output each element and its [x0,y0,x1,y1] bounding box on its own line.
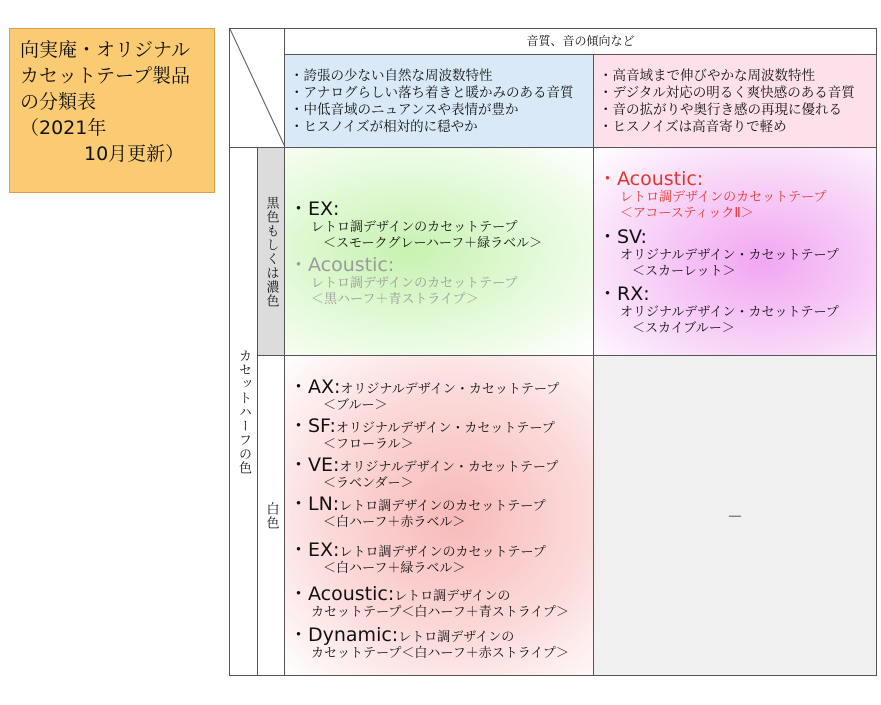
product-variant: ＜フローラル＞ [323,437,414,452]
title-line-3: の分類表 [20,91,97,113]
title-line-5: 10月更新） [84,143,185,165]
bright-sound-point: ・音の拡がりや奥行き感の再現に優れる [599,102,842,118]
product-desc: レトロ調デザインの [394,589,511,604]
product-ln [289,493,546,531]
product-name: ・LN: [289,493,340,515]
product-desc: レトロ調デザインのカセットテープ [311,276,518,291]
product-variant: カセットテープ＜白ハーフ＋青ストライプ＞ [311,605,569,620]
title-line-2: カセットテープ製品 [20,65,191,87]
product-desc: オリジナルデザイン・カセットテープ [620,248,839,263]
product-desc: レトロ調デザインのカセットテープ [339,499,546,514]
product-desc: オリジナルデザイン・カセットテープ [620,305,839,320]
product-variant: ＜黒ハーフ＋青ストライプ＞ [311,292,479,307]
product-name: ・SF: [289,415,336,437]
product-name: ・Dynamic: [289,624,399,646]
product-name: ・VE: [289,454,340,476]
product-variant: ＜スカイブルー＞ [632,321,735,336]
product-name: ・EX: [289,539,340,561]
product-acoustic-white [289,583,569,621]
product-dynamic [289,624,569,662]
title-line-4: （2021年 [20,117,107,139]
product-name: ・Acoustic: [289,254,395,276]
product-variant: ＜スカーレット＞ [632,264,736,279]
product-ex-white [289,539,546,577]
product-name: ・EX: [289,198,340,220]
product-ax [289,376,559,414]
product-rx [598,283,839,337]
natural-sound-point: ・ヒスノイズが相対的に穏やか [290,119,478,135]
product-variant: ＜白ハーフ＋赤ラベル＞ [323,515,466,530]
natural-sound-point: ・中低音域のニュアンスや表情が豊か [290,102,519,118]
product-variant: ＜白ハーフ＋緑ラベル＞ [323,561,466,576]
product-name: ・SV: [598,226,647,248]
corner-diagonal [230,29,286,149]
bright-sound-point: ・デジタル対応の明るく爽快感のある音質 [599,85,855,101]
product-sf [289,415,555,453]
natural-sound-point: ・アナログらしい落ち着きと暖かみのある音質 [290,85,574,101]
product-sv [598,226,839,280]
table-corner [229,28,285,148]
product-variant: ＜アコースティックⅡ＞ [620,206,754,221]
product-ve [289,454,558,492]
row-header-shell-color [229,147,258,676]
product-variant: ＜ラベンダー＞ [323,476,414,491]
cell-dark-bright [593,147,877,356]
cell-white-natural [284,355,594,676]
product-desc: オリジナルデザイン・カセットテープ [335,421,555,436]
bright-sound-point: ・高音域まで伸びやかな周波数特性 [599,68,815,84]
row-header-white-shell [257,355,285,676]
product-variant: ＜スモークグレーハーフ＋緑ラベル＞ [323,236,543,251]
natural-sound-point: ・誇張の少ない自然な周波数特性 [290,68,493,84]
product-variant: ＜ブルー＞ [323,398,388,413]
product-desc: レトロ調デザインのカセットテープ [311,220,518,235]
product-desc: レトロ調デザインのカセットテープ [339,545,546,560]
cell-white-bright [593,355,877,676]
product-name: ・AX: [289,376,341,398]
empty-dash: － [726,507,743,526]
title-line-1: 向実庵・オリジナル [20,39,191,61]
product-desc: オリジナルデザイン・カセットテープ [340,382,560,397]
white-shell-label: 白色 [263,501,279,530]
product-variant: カセットテープ＜白ハーフ＋赤ストライプ＞ [311,646,569,661]
row-header-dark-shell [257,147,285,356]
bright-sound-point: ・ヒスノイズは高音寄りで軽め [599,119,787,135]
header-natural-sound [284,54,594,148]
product-desc: レトロ調デザインのカセットテープ [620,190,827,205]
header-sound-quality: 音質、音の傾向など [284,28,877,55]
product-desc: オリジナルデザイン・カセットテープ [339,460,559,475]
title-box [9,28,215,193]
product-acoustic-ii [598,168,826,222]
cell-dark-natural [284,147,594,356]
product-name: ・RX: [598,283,650,305]
header-bright-sound [593,54,877,148]
product-acoustic-dark [289,254,517,308]
dark-shell-label: 黒色もしくは濃色 [263,195,279,308]
product-ex-dark [289,198,542,252]
product-desc: レトロ調デザインの [398,630,515,645]
shell-color-label: カセットハーフの色 [236,348,251,475]
product-name: ・Acoustic: [598,168,704,190]
product-name: ・Acoustic: [289,583,395,605]
